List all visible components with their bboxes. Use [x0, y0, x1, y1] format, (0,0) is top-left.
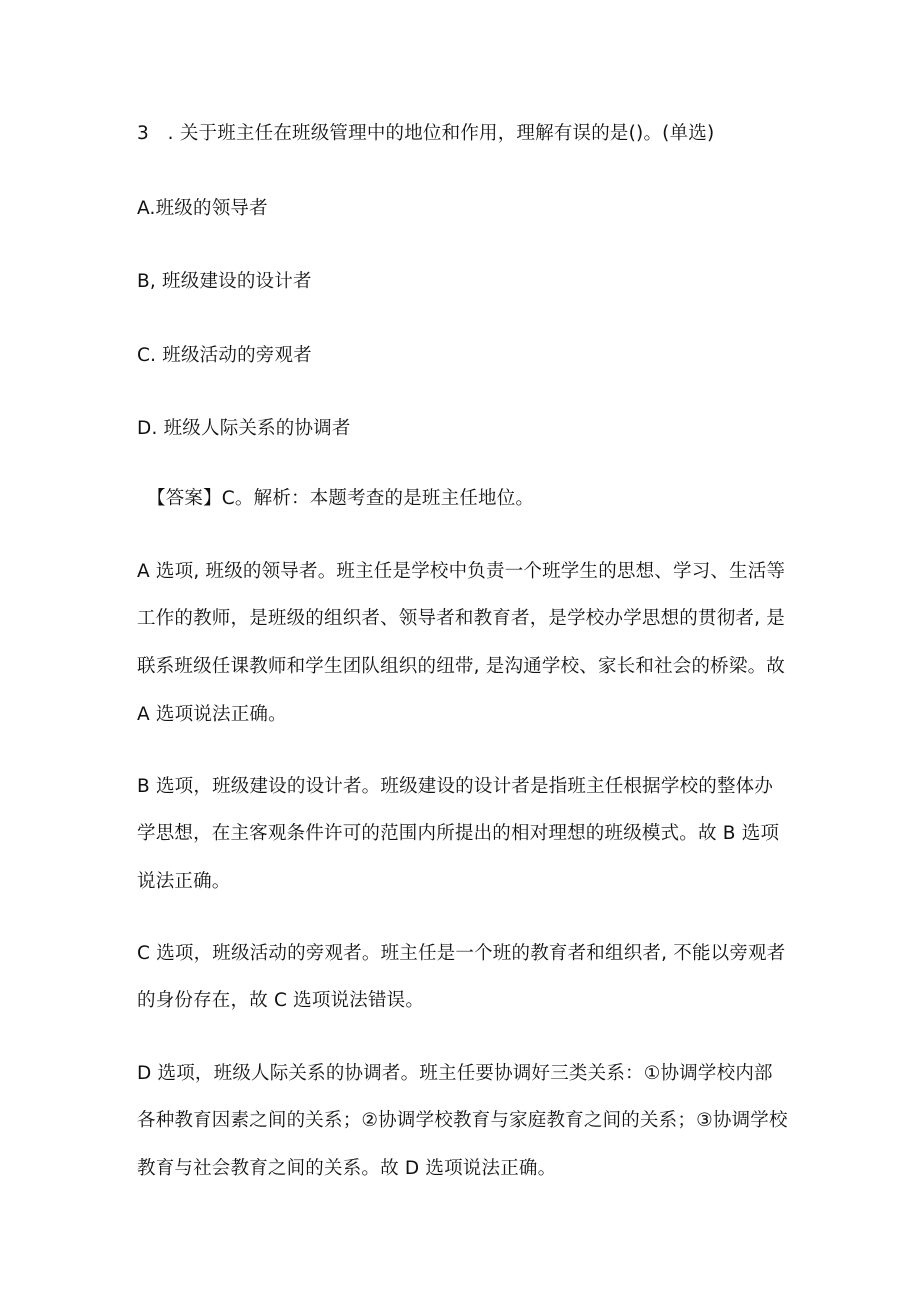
analysis-a-line-4: A 选项说法正确。 — [137, 704, 287, 725]
analysis-a-line-2: 工作的教师，是班级的组织者、领导者和教育者，是学校办学思想的贯彻者, 是 — [137, 608, 785, 629]
analysis-c-line-2: 的身份存在，故 C 选项说法错误。 — [137, 990, 425, 1011]
analysis-b-line-3: 说法正确。 — [137, 871, 231, 892]
analysis-d-line-3: 教育与社会教育之间的关系。故 D 选项说法正确。 — [137, 1158, 557, 1179]
answer-line: 【答案】C。解析：本题考查的是班主任地位。 — [147, 488, 535, 509]
analysis-a-line-1: A 选项, 班级的领导者。班主任是学校中负责一个班学生的思想、学习、生活等 — [137, 561, 786, 582]
analysis-b-line-2: 学思想，在主客观条件许可的范围内所提出的相对理想的班级模式。故 B 选项 — [137, 823, 780, 844]
question-stem: 3 . 关于班主任在班级管理中的地位和作用，理解有误的是()。(单选) — [137, 123, 715, 144]
analysis-d-line-2: 各种教育因素之间的关系；②协调学校教育与家庭教育之间的关系；③协调学校 — [137, 1110, 788, 1131]
option-b: B, 班级建设的设计者 — [137, 271, 312, 292]
option-d: D. 班级人际关系的协调者 — [137, 418, 351, 439]
option-c: C. 班级活动的旁观者 — [137, 345, 312, 366]
option-a: A.班级的领导者 — [137, 198, 268, 219]
analysis-c-line-1: C 选项，班级活动的旁观者。班主任是一个班的教育者和组织者, 不能以旁观者 — [137, 943, 786, 964]
analysis-b-line-1: B 选项，班级建设的设计者。班级建设的设计者是指班主任根据学校的整体办 — [137, 776, 774, 797]
analysis-d-line-1: D 选项，班级人际关系的协调者。班主任要协调好三类关系：①协调学校内部 — [137, 1063, 773, 1084]
analysis-a-line-3: 联系班级任课教师和学生团队组织的纽带, 是沟通学校、家长和社会的桥梁。故 — [137, 656, 785, 677]
